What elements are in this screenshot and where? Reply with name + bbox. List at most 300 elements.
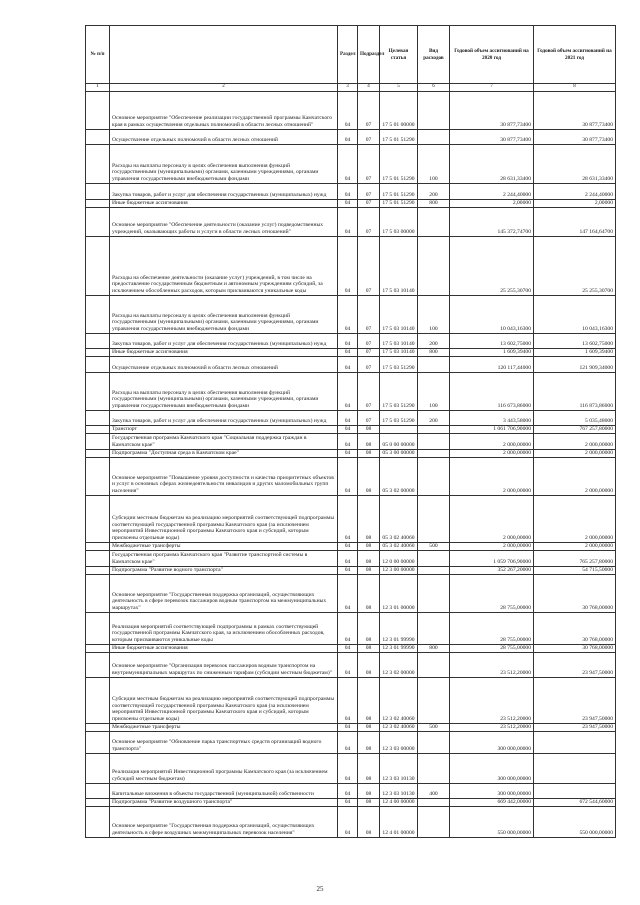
row-number-cell [86,433,110,449]
row-number-cell [86,806,110,837]
expense-type-cell: 100 [418,295,450,333]
subsection-cell: 08 [358,457,380,495]
subsection-cell: 07 [358,410,380,425]
amount-2021-cell: 23 947,50000 [534,723,616,731]
target-article-cell: 17 5 03 00000 [380,207,418,236]
expense-type-cell: 200 [418,410,450,425]
section-cell: 04 [338,236,358,295]
expense-type-cell [418,236,450,295]
column-number: 1 [86,84,110,92]
amount-2020-cell: 145 372,74700 [450,207,534,236]
section-cell: 04 [338,129,358,144]
header-name [110,26,338,84]
amount-2021-cell: 13 602,75000 [534,333,616,348]
amount-2020-cell: 1 059 706,90000 [450,550,534,566]
expense-type-cell [418,449,450,457]
expense-type-cell [418,550,450,566]
expense-name-cell: Государственная программа Камчатского края "Развитие транспортной системы в Камчатском крае" [110,550,338,566]
amount-2021-cell: 30 877,73400 [534,91,616,129]
expense-name-cell: Основное мероприятие "Обеспечение деятельности (оказание услуг) подведомственных учреждений, оказывающих работы и услуги в области лесных отношений" [110,207,338,236]
amount-2020-cell: 352 267,20000 [450,566,534,574]
expense-type-cell [418,574,450,612]
expense-type-cell [418,425,450,433]
expense-name-cell: Подпрограмма "Доступная среда в Камчатском крае" [110,449,338,457]
target-article-cell: 17 5 03 51290 [380,356,418,372]
row-number-cell [86,457,110,495]
expense-type-cell: 500 [418,542,450,550]
expense-type-cell: 800 [418,199,450,207]
row-number-cell [86,495,110,542]
amount-2021-cell: 28 631,33400 [534,144,616,183]
expense-name-cell: Основное мероприятие "Организация перевозок пассажиров водным транспортом на внутримуниципальных маршрутах по сниженным тарифам (субсидии местным бюджетам)" [110,652,338,677]
section-cell: 04 [338,144,358,183]
row-number-cell [86,542,110,550]
row-number-cell [86,652,110,677]
amount-2020-cell: 2 000,00000 [450,433,534,449]
amount-2020-cell: 23 512,20000 [450,677,534,723]
table-row [86,723,616,731]
header-section: Раздел [338,26,358,84]
header-row [86,26,616,84]
expense-name-cell: Иные бюджетные ассигнования [110,644,338,652]
subsection-cell: 08 [358,723,380,731]
target-article-cell: 12 3 02 40060 [380,677,418,723]
expense-type-cell [418,91,450,129]
expense-name-cell: Капитальные вложения в объекты государственной (муниципальной) собственности [110,783,338,798]
subsection-cell: 08 [358,798,380,806]
amount-2020-cell: 300 000,00000 [450,783,534,798]
target-article-cell: 05 3 00 00000 [380,449,418,457]
expense-name-cell: Расходы на выплаты персоналу в целях обеспечения выполнения функций государственными (муниципальными) органами, казенными учреждениями, органами управления государственными внебюджетными фондами [110,144,338,183]
table-row [86,798,616,806]
expense-name-cell: Основное мероприятие "Государственная поддержка организаций, осуществляющих деятельность в сфере перевозок пассажиров водным транспортом на межмуниципальных маршрутах" [110,574,338,612]
table-row [86,457,616,495]
table-row [86,425,616,433]
column-number: 4 [358,84,380,92]
amount-2020-cell: 10 043,16300 [450,295,534,333]
amount-2020-cell: 1 061 706,90000 [450,425,534,433]
amount-2021-cell: 30 768,00000 [534,574,616,612]
amount-2020-cell: 2 000,00000 [450,457,534,495]
budget-table [85,25,616,838]
table-row [86,372,616,410]
amount-2021-cell: 25 255,30700 [534,236,616,295]
header-year-2021: Годовой объем ассигнований на 2021 год [534,26,616,84]
expense-name-cell: Расходы на выплаты персоналу в целях обеспечения выполнения функций государственными (муниципальными) органами, казенными учреждениями, органами управления государственными внебюджетными фондами [110,372,338,410]
expense-type-cell [418,129,450,144]
subsection-cell: 08 [358,425,380,433]
amount-2020-cell: 28 755,00000 [450,644,534,652]
amount-2021-cell [534,731,616,753]
table-row [86,677,616,723]
target-article-cell: 17 5 03 10140 [380,348,418,356]
expense-name-cell: Подпрограмма "Развитие водного транспорта" [110,566,338,574]
column-number: 2 [110,84,338,92]
row-number-cell [86,348,110,356]
amount-2020-cell: 2 244,40000 [450,183,534,199]
section-cell: 04 [338,333,358,348]
target-article-cell: 12 3 02 00000 [380,652,418,677]
amount-2021-cell [534,753,616,783]
row-number-cell [86,356,110,372]
section-cell: 04 [338,183,358,199]
subsection-cell: 08 [358,731,380,753]
expense-name-cell: Основное мероприятие "Обновление парка транспортных средств организаций водного транспорта" [110,731,338,753]
subsection-cell: 08 [358,574,380,612]
row-number-cell [86,783,110,798]
row-number-cell [86,295,110,333]
amount-2021-cell: 2,00000 [534,199,616,207]
table-body [86,91,616,837]
row-number-cell [86,144,110,183]
subsection-cell: 07 [358,199,380,207]
table-row [86,574,616,612]
header-target-article: Целевая статья [380,26,418,84]
expense-name-cell: Реализация мероприятий Инвестиционной программы Камчатского края (за исключением субсидий местным бюджетам) [110,753,338,783]
subsection-cell: 08 [358,783,380,798]
amount-2021-cell: 30 877,73400 [534,129,616,144]
table-row [86,348,616,356]
row-number-cell [86,550,110,566]
expense-name-cell: Осуществление отдельных полномочий в области лесных отношений [110,356,338,372]
amount-2020-cell: 30 877,73400 [450,91,534,129]
expense-type-cell: 400 [418,783,450,798]
row-number-cell [86,199,110,207]
expense-type-cell: 200 [418,183,450,199]
amount-2021-cell: 23 947,50000 [534,652,616,677]
subsection-cell: 08 [358,433,380,449]
expense-type-cell [418,677,450,723]
amount-2021-cell: 765 257,80000 [534,550,616,566]
section-cell: 04 [338,356,358,372]
expense-name-cell: Реализация мероприятий соответствующей подпрограммы в рамках соответствующей государственной программы Камчатского края, за исключением обособленных расходов, которым присваиваются уникальные коды [110,612,338,644]
amount-2020-cell: 300 000,00000 [450,753,534,783]
amount-2021-cell: 10 043,16300 [534,295,616,333]
target-article-cell: 12 3 00 00000 [380,566,418,574]
target-article-cell: 12 3 03 10130 [380,753,418,783]
amount-2021-cell: 116 873,86000 [534,372,616,410]
section-cell: 04 [338,433,358,449]
expense-name-cell: Закупка товаров, работ и услуг для обеспечения государственных (муниципальных) нужд [110,410,338,425]
expense-type-cell [418,612,450,644]
target-article-cell: 12 4 01 00000 [380,806,418,837]
section-cell: 04 [338,783,358,798]
column-number: 7 [450,84,534,92]
amount-2021-cell: 2 000,00000 [534,495,616,542]
target-article-cell: 12 0 00 00000 [380,550,418,566]
amount-2021-cell: 2 000,00000 [534,457,616,495]
subsection-cell: 07 [358,236,380,295]
row-number-cell [86,183,110,199]
target-article-cell: 12 3 01 99990 [380,612,418,644]
row-number-cell [86,91,110,129]
section-cell: 04 [338,425,358,433]
section-cell: 04 [338,612,358,644]
amount-2021-cell: 672 544,60000 [534,798,616,806]
target-article-cell: 12 4 00 00000 [380,798,418,806]
table-row [86,183,616,199]
target-article-cell: 05 3 02 00000 [380,457,418,495]
amount-2021-cell: 30 768,00000 [534,612,616,644]
table-row [86,129,616,144]
table-row [86,333,616,348]
amount-2020-cell: 2 000,00000 [450,495,534,542]
target-article-cell: 12 3 02 40060 [380,723,418,731]
page-number: 25 [316,885,324,893]
amount-2021-cell: 2 000,00000 [534,449,616,457]
section-cell: 04 [338,542,358,550]
subsection-cell: 07 [358,91,380,129]
amount-2021-cell [534,783,616,798]
target-article-cell: 17 5 01 00000 [380,91,418,129]
expense-type-cell: 800 [418,644,450,652]
expense-type-cell [418,753,450,783]
section-cell: 04 [338,644,358,652]
subsection-cell: 08 [358,566,380,574]
table-row [86,410,616,425]
subsection-cell: 07 [358,348,380,356]
subsection-cell: 07 [358,183,380,199]
amount-2021-cell: 550 000,00000 [534,806,616,837]
amount-2020-cell: 2,00000 [450,199,534,207]
expense-type-cell [418,457,450,495]
subsection-cell: 08 [358,644,380,652]
target-article-cell [380,425,418,433]
expense-name-cell: Основное мероприятие "Обеспечение реализации государственной программы Камчатского края в рамках осуществления отдельных полномочий в области лесных отношений" [110,91,338,129]
subsection-cell: 08 [358,806,380,837]
table-row [86,236,616,295]
subsection-cell: 07 [358,333,380,348]
amount-2020-cell: 116 673,86000 [450,372,534,410]
subsection-cell: 08 [358,542,380,550]
expense-name-cell: Субсидии местным бюджетам на реализацию мероприятий соответствующей подпрограммы соответствующей государственной программы Камчатского края (за исключением мероприятий Инвестиционной программы Камчатского края и субсидий, которым присвоены отдельные коды) [110,677,338,723]
expense-name-cell: Иные бюджетные ассигнования [110,348,338,356]
column-number-row [86,84,616,92]
target-article-cell: 12 3 01 99990 [380,644,418,652]
table-row [86,144,616,183]
expense-type-cell: 500 [418,723,450,731]
section-cell: 04 [338,677,358,723]
header-expense-type: Вид расходов [418,26,450,84]
section-cell: 04 [338,91,358,129]
section-cell: 04 [338,449,358,457]
amount-2020-cell: 1 609,39400 [450,348,534,356]
expense-type-cell [418,433,450,449]
expense-name-cell: Межбюджетные трансферты [110,723,338,731]
expense-type-cell [418,806,450,837]
table-row [86,612,616,644]
amount-2021-cell: 2 000,00000 [534,433,616,449]
row-number-cell [86,425,110,433]
section-cell: 04 [338,207,358,236]
table-row [86,550,616,566]
expense-name-cell: Государственная программа Камчатского края "Социальная поддержка граждан в Камчатском крае" [110,433,338,449]
expense-name-cell: Иные бюджетные ассигнования [110,199,338,207]
expense-name-cell: Основное мероприятие "Государственная поддержка организаций, осуществляющих деятельность в сфере воздушных межмуниципальных перевозок населения" [110,806,338,837]
expense-type-cell: 100 [418,144,450,183]
row-number-cell [86,236,110,295]
header-subsection: Подраздел [358,26,380,84]
amount-2021-cell: 23 947,50000 [534,677,616,723]
row-number-cell [86,372,110,410]
row-number-cell [86,753,110,783]
expense-type-cell [418,652,450,677]
amount-2020-cell: 28 755,00000 [450,612,534,644]
target-article-cell: 17 5 01 51290 [380,199,418,207]
section-cell: 04 [338,806,358,837]
row-number-cell [86,798,110,806]
subsection-cell: 08 [358,495,380,542]
amount-2021-cell: 2 000,00000 [534,542,616,550]
table-row [86,783,616,798]
table-row [86,542,616,550]
target-article-cell: 17 5 03 51290 [380,372,418,410]
amount-2021-cell: 1 609,39400 [534,348,616,356]
table-row [86,356,616,372]
row-number-cell [86,644,110,652]
target-article-cell: 12 3 03 10130 [380,783,418,798]
target-article-cell: 05 0 00 00000 [380,433,418,449]
column-number: 3 [338,84,358,92]
target-article-cell: 17 5 03 10140 [380,333,418,348]
amount-2020-cell: 28 631,33400 [450,144,534,183]
target-article-cell: 12 3 03 00000 [380,731,418,753]
section-cell: 04 [338,731,358,753]
expense-name-cell: Осуществление отдельных полномочий в области лесных отношений [110,129,338,144]
section-cell: 04 [338,753,358,783]
target-article-cell: 17 5 01 51290 [380,183,418,199]
section-cell: 04 [338,495,358,542]
row-number-cell [86,731,110,753]
row-number-cell [86,129,110,144]
expense-type-cell [418,207,450,236]
row-number-cell [86,207,110,236]
expense-name-cell: Субсидии местным бюджетам на реализацию мероприятий соответствующей подпрограммы соответствующей государственной программы Камчатского края (за исключением мероприятий Инвестиционной программы Камчатского края и субсидий, которым присвоены отдельные коды) [110,495,338,542]
expense-type-cell [418,495,450,542]
section-cell: 04 [338,798,358,806]
subsection-cell: 07 [358,372,380,410]
row-number-cell [86,566,110,574]
row-number-cell [86,677,110,723]
table-row [86,644,616,652]
section-cell: 04 [338,652,358,677]
expense-name-cell: Закупка товаров, работ и услуг для обеспечения государственных (муниципальных) нужд [110,333,338,348]
expense-type-cell [418,566,450,574]
target-article-cell: 17 5 03 10140 [380,295,418,333]
expense-name-cell: Межбюджетные трансферты [110,542,338,550]
amount-2020-cell: 23 512,20000 [450,723,534,731]
target-article-cell: 05 3 02 40060 [380,495,418,542]
subsection-cell: 08 [358,449,380,457]
subsection-cell: 07 [358,207,380,236]
amount-2021-cell: 5 035,48000 [534,410,616,425]
table-row [86,199,616,207]
expense-name-cell: Транспорт [110,425,338,433]
expense-name-cell: Расходы на выплаты персоналу в целях обеспечения выполнения функций государственными (муниципальными) органами, казенными учреждениями, органами управления государственными внебюджетными фондами [110,295,338,333]
amount-2020-cell: 25 255,30700 [450,236,534,295]
target-article-cell: 12 3 01 00000 [380,574,418,612]
table-row [86,731,616,753]
table-row [86,91,616,129]
amount-2020-cell: 120 117,44000 [450,356,534,372]
amount-2021-cell: 30 768,00000 [534,644,616,652]
amount-2020-cell: 300 000,00000 [450,731,534,753]
subsection-cell: 08 [358,677,380,723]
expense-type-cell [418,356,450,372]
section-cell: 04 [338,199,358,207]
table-row [86,295,616,333]
column-number: 5 [380,84,418,92]
section-cell: 04 [338,457,358,495]
amount-2021-cell: 54 715,50000 [534,566,616,574]
table-row [86,652,616,677]
subsection-cell: 07 [358,144,380,183]
amount-2020-cell: 13 602,75000 [450,333,534,348]
table-row [86,207,616,236]
subsection-cell: 07 [358,129,380,144]
section-cell: 04 [338,410,358,425]
target-article-cell: 17 5 03 51290 [380,410,418,425]
target-article-cell: 05 3 02 40060 [380,542,418,550]
subsection-cell: 08 [358,550,380,566]
expense-name-cell: Подпрограмма "Развитие воздушного транспорта" [110,798,338,806]
section-cell: 04 [338,574,358,612]
target-article-cell: 17 5 01 51290 [380,144,418,183]
amount-2020-cell: 23 512,20000 [450,652,534,677]
table-row [86,566,616,574]
amount-2020-cell: 30 877,73400 [450,129,534,144]
expense-type-cell [418,798,450,806]
expense-type-cell: 100 [418,372,450,410]
expense-type-cell [418,731,450,753]
target-article-cell: 17 5 03 10140 [380,236,418,295]
target-article-cell: 17 5 01 51290 [380,129,418,144]
amount-2021-cell: 2 244,40000 [534,183,616,199]
subsection-cell: 07 [358,295,380,333]
row-number-cell [86,612,110,644]
table-row [86,495,616,542]
column-number: 6 [418,84,450,92]
amount-2020-cell: 2 000,00000 [450,542,534,550]
amount-2020-cell: 28 755,00000 [450,574,534,612]
header-year-2020: Годовой объем ассигнований на 2020 год [450,26,534,84]
subsection-cell: 07 [358,356,380,372]
section-cell: 04 [338,295,358,333]
subsection-cell: 08 [358,652,380,677]
column-number: 8 [534,84,616,92]
amount-2020-cell: 3 443,58000 [450,410,534,425]
amount-2021-cell: 767 257,80000 [534,425,616,433]
row-number-cell [86,574,110,612]
table-row [86,806,616,837]
section-cell: 04 [338,550,358,566]
expense-type-cell: 800 [418,348,450,356]
expense-type-cell: 200 [418,333,450,348]
expense-name-cell: Закупка товаров, работ и услуг для обеспечения государственных (муниципальных) нужд [110,183,338,199]
amount-2021-cell: 121 909,34000 [534,356,616,372]
section-cell: 04 [338,566,358,574]
amount-2020-cell: 550 000,00000 [450,806,534,837]
table-row [86,753,616,783]
row-number-cell [86,410,110,425]
row-number-cell [86,333,110,348]
section-cell: 04 [338,348,358,356]
subsection-cell: 08 [358,753,380,783]
table-row [86,433,616,449]
subsection-cell: 08 [358,612,380,644]
expense-name-cell: Основное мероприятие "Повышение уровня доступности и качества приоритетных объектов и услуг в основных сферах жизнедеятельности инвалидов и других маломобильных групп населения" [110,457,338,495]
amount-2020-cell: 669 442,00000 [450,798,534,806]
